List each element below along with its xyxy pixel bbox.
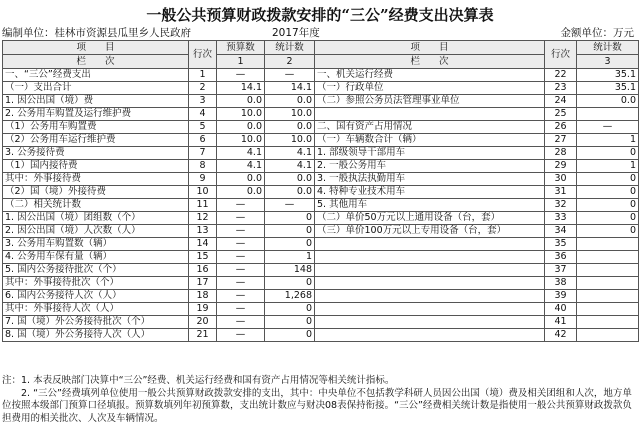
right-stat-value bbox=[577, 316, 639, 329]
table-row bbox=[3, 134, 639, 147]
table-row bbox=[3, 160, 639, 173]
left-budget-value: 0.0 bbox=[217, 173, 265, 186]
left-budget-value: 14.1 bbox=[217, 82, 265, 95]
table-row bbox=[3, 238, 639, 251]
right-stat-value: 0 bbox=[577, 199, 639, 212]
right-stat-value: 35.1 bbox=[577, 69, 639, 82]
left-stat-value: 14.1 bbox=[265, 82, 315, 95]
left-stat-value: 0 bbox=[265, 277, 315, 290]
right-row-number: 25 bbox=[545, 108, 577, 121]
left-stat-value: 0 bbox=[265, 238, 315, 251]
note-1: 注：1. 本表反映部门决算中“三公”经费、机关运行经费和国有资产占用情况等相关统计指标。 bbox=[2, 375, 395, 386]
table-row bbox=[3, 199, 639, 212]
right-item-name: 3. 一般执法执勤用车 bbox=[315, 173, 545, 186]
right-row-number: 42 bbox=[545, 329, 577, 342]
right-item-name bbox=[315, 108, 545, 121]
right-item-name bbox=[315, 329, 545, 342]
left-row-number: 15 bbox=[189, 251, 217, 264]
left-row-number: 3 bbox=[189, 95, 217, 108]
col-number-budget: 1 bbox=[217, 55, 265, 69]
left-row-number: 4 bbox=[189, 108, 217, 121]
right-row-number: 28 bbox=[545, 147, 577, 160]
left-row-number: 14 bbox=[189, 238, 217, 251]
left-stat-value: — bbox=[265, 199, 315, 212]
header-seq-left: 行次 bbox=[189, 41, 217, 69]
left-stat-value: 0.0 bbox=[265, 173, 315, 186]
left-row-number: 19 bbox=[189, 303, 217, 316]
right-item-name bbox=[315, 316, 545, 329]
right-row-number: 24 bbox=[545, 95, 577, 108]
left-budget-value: — bbox=[217, 212, 265, 225]
right-stat-value bbox=[577, 238, 639, 251]
left-stat-value: 10.0 bbox=[265, 134, 315, 147]
left-item-name: 7. 国（境）外公务接待批次（个） bbox=[3, 316, 189, 329]
right-item-name: （一）行政单位 bbox=[315, 82, 545, 95]
right-row-number: 41 bbox=[545, 316, 577, 329]
left-budget-value: — bbox=[217, 290, 265, 303]
left-item-name: 其中：外事接待批次（个） bbox=[3, 277, 189, 290]
left-item-name: 4. 公务用车保有量（辆） bbox=[3, 251, 189, 264]
left-stat-value: 4.1 bbox=[265, 160, 315, 173]
left-item-name: （二）相关统计数 bbox=[3, 199, 189, 212]
left-row-number: 11 bbox=[189, 199, 217, 212]
left-stat-value: 0 bbox=[265, 225, 315, 238]
right-row-number: 30 bbox=[545, 173, 577, 186]
right-item-name: （三）单价100万元以上专用设备（台，套） bbox=[315, 225, 545, 238]
col-label-left: 栏 次 bbox=[3, 55, 189, 69]
left-budget-value: 4.1 bbox=[217, 147, 265, 160]
right-stat-value bbox=[577, 290, 639, 303]
left-budget-value: — bbox=[217, 238, 265, 251]
header-item-left: 项 目 bbox=[3, 41, 189, 55]
left-item-name: 2. 公务用车购置及运行维护费 bbox=[3, 108, 189, 121]
left-row-number: 16 bbox=[189, 264, 217, 277]
right-stat-value: — bbox=[577, 121, 639, 134]
left-budget-value: — bbox=[217, 316, 265, 329]
left-budget-value: — bbox=[217, 251, 265, 264]
left-stat-value: 0 bbox=[265, 212, 315, 225]
left-item-name: 5. 国内公务接待批次（个） bbox=[3, 264, 189, 277]
notes bbox=[2, 375, 636, 425]
left-item-name: 其中：外事接待人次（人） bbox=[3, 303, 189, 316]
left-row-number: 17 bbox=[189, 277, 217, 290]
left-budget-value: — bbox=[217, 69, 265, 82]
left-item-name: （2）国（境）外接待费 bbox=[3, 186, 189, 199]
table-row bbox=[3, 95, 639, 108]
right-stat-value bbox=[577, 303, 639, 316]
left-stat-value: — bbox=[265, 69, 315, 82]
right-item-name: 1. 部级领导干部用车 bbox=[315, 147, 545, 160]
table-row bbox=[3, 277, 639, 290]
table-row bbox=[3, 82, 639, 95]
left-budget-value: — bbox=[217, 277, 265, 290]
left-item-name: （1）国内接待费 bbox=[3, 160, 189, 173]
table-row bbox=[3, 225, 639, 238]
left-budget-value: — bbox=[217, 329, 265, 342]
right-item-name bbox=[315, 264, 545, 277]
right-row-number: 34 bbox=[545, 225, 577, 238]
left-stat-value: 10.0 bbox=[265, 108, 315, 121]
right-item-name: 4. 特种专业技术用车 bbox=[315, 186, 545, 199]
header-stat-left: 统计数 bbox=[265, 41, 315, 55]
left-stat-value: 0 bbox=[265, 316, 315, 329]
left-row-number: 18 bbox=[189, 290, 217, 303]
col-label-right: 栏 次 bbox=[315, 55, 545, 69]
right-stat-value: 0 bbox=[577, 212, 639, 225]
left-row-number: 10 bbox=[189, 186, 217, 199]
right-row-number: 29 bbox=[545, 160, 577, 173]
table-row bbox=[3, 251, 639, 264]
left-stat-value: 1,268 bbox=[265, 290, 315, 303]
right-row-number: 27 bbox=[545, 134, 577, 147]
left-budget-value: — bbox=[217, 199, 265, 212]
left-item-name: 6. 国内公务接待人次（人） bbox=[3, 290, 189, 303]
left-budget-value: 10.0 bbox=[217, 134, 265, 147]
left-stat-value: 0.0 bbox=[265, 121, 315, 134]
right-item-name: 5. 其他用车 bbox=[315, 199, 545, 212]
left-budget-value: 0.0 bbox=[217, 186, 265, 199]
left-row-number: 6 bbox=[189, 134, 217, 147]
left-stat-value: 0.0 bbox=[265, 186, 315, 199]
right-row-number: 22 bbox=[545, 69, 577, 82]
right-stat-value: 0 bbox=[577, 225, 639, 238]
right-stat-value bbox=[577, 108, 639, 121]
left-stat-value: 0.0 bbox=[265, 95, 315, 108]
left-row-number: 2 bbox=[189, 82, 217, 95]
right-row-number: 39 bbox=[545, 290, 577, 303]
right-stat-value bbox=[577, 264, 639, 277]
right-row-number: 33 bbox=[545, 212, 577, 225]
right-row-number: 31 bbox=[545, 186, 577, 199]
table-row bbox=[3, 69, 639, 82]
left-row-number: 8 bbox=[189, 160, 217, 173]
header-row bbox=[3, 41, 639, 55]
right-item-name: 一、机关运行经费 bbox=[315, 69, 545, 82]
left-stat-value: 0 bbox=[265, 329, 315, 342]
table-row bbox=[3, 186, 639, 199]
report-title: 一般公共预算财政拨款安排的“三公”经费支出决算表 bbox=[146, 6, 494, 24]
right-item-name bbox=[315, 238, 545, 251]
col-number-stat-left: 2 bbox=[265, 55, 315, 69]
amount-unit: 金额单位：万元 bbox=[560, 27, 634, 39]
left-stat-value: 148 bbox=[265, 264, 315, 277]
right-row-number: 36 bbox=[545, 251, 577, 264]
right-stat-value bbox=[577, 329, 639, 342]
header-stat-right: 统计数 bbox=[577, 41, 639, 55]
left-budget-value: 10.0 bbox=[217, 108, 265, 121]
right-item-name bbox=[315, 277, 545, 290]
table-row bbox=[3, 329, 639, 342]
left-row-number: 5 bbox=[189, 121, 217, 134]
left-stat-value: 1 bbox=[265, 251, 315, 264]
right-stat-value: 1 bbox=[577, 134, 639, 147]
right-stat-value: 0 bbox=[577, 147, 639, 160]
left-row-number: 7 bbox=[189, 147, 217, 160]
right-row-number: 26 bbox=[545, 121, 577, 134]
right-row-number: 40 bbox=[545, 303, 577, 316]
right-item-name: （一）车辆数合计（辆） bbox=[315, 134, 545, 147]
left-item-name: （一）支出合计 bbox=[3, 82, 189, 95]
header-col-number-row bbox=[3, 55, 639, 69]
left-budget-value: — bbox=[217, 225, 265, 238]
right-row-number: 35 bbox=[545, 238, 577, 251]
right-stat-value: 0 bbox=[577, 173, 639, 186]
left-row-number: 20 bbox=[189, 316, 217, 329]
note-2: 2. “三公”经费填列单位使用一般公共预算财政拨款安排的支出，其中：中央单位不包括教学科研人员因公出国（境）费及相关团组和人次，地方单位按照本级部门预算口径填报。预算数填列年初预算数，支出统计数应与财决08表保持衔接。“三公”经费相关统计数是指使用一般公共预算财政拨款负担费用的相关批次、人次及车辆情况。 bbox=[2, 387, 632, 424]
left-item-name: 3. 公务用车购置数（辆） bbox=[3, 238, 189, 251]
header-item-right: 项 目 bbox=[315, 41, 545, 55]
table-row bbox=[3, 212, 639, 225]
table-row bbox=[3, 303, 639, 316]
left-row-number: 9 bbox=[189, 173, 217, 186]
right-item-name: 2. 一般公务用车 bbox=[315, 160, 545, 173]
left-row-number: 21 bbox=[189, 329, 217, 342]
table-row bbox=[3, 316, 639, 329]
left-item-name: 1. 因公出国（境）团组数（个） bbox=[3, 212, 189, 225]
left-item-name: 其中：外事接待费 bbox=[3, 173, 189, 186]
left-item-name: 3. 公务接待费 bbox=[3, 147, 189, 160]
left-row-number: 12 bbox=[189, 212, 217, 225]
header-seq-right: 行次 bbox=[545, 41, 577, 69]
left-row-number: 13 bbox=[189, 225, 217, 238]
left-item-name: （2）公务用车运行维护费 bbox=[3, 134, 189, 147]
right-stat-value bbox=[577, 277, 639, 290]
right-row-number: 23 bbox=[545, 82, 577, 95]
expense-table bbox=[2, 40, 639, 342]
table-row bbox=[3, 108, 639, 121]
left-item-name: 1. 因公出国（境）费 bbox=[3, 95, 189, 108]
left-stat-value: 0 bbox=[265, 303, 315, 316]
right-stat-value bbox=[577, 251, 639, 264]
table-row bbox=[3, 121, 639, 134]
right-row-number: 38 bbox=[545, 277, 577, 290]
report-year: 2017年度 bbox=[272, 27, 320, 39]
col-number-stat-right: 3 bbox=[577, 55, 639, 69]
right-item-name bbox=[315, 290, 545, 303]
right-row-number: 37 bbox=[545, 264, 577, 277]
right-stat-value: 0 bbox=[577, 186, 639, 199]
right-row-number: 32 bbox=[545, 199, 577, 212]
right-stat-value: 0.0 bbox=[577, 95, 639, 108]
header-budget: 预算数 bbox=[217, 41, 265, 55]
left-budget-value: — bbox=[217, 264, 265, 277]
table-row bbox=[3, 264, 639, 277]
left-budget-value: 0.0 bbox=[217, 95, 265, 108]
table-row bbox=[3, 290, 639, 303]
left-item-name: 8. 国（境）外公务接待人次（人） bbox=[3, 329, 189, 342]
left-item-name: 一、“三公”经费支出 bbox=[3, 69, 189, 82]
right-item-name: （二）参照公务员法管理事业单位 bbox=[315, 95, 545, 108]
right-item-name bbox=[315, 251, 545, 264]
left-budget-value: 4.1 bbox=[217, 160, 265, 173]
right-stat-value: 35.1 bbox=[577, 82, 639, 95]
left-item-name: 2. 因公出国（境）人次数（人） bbox=[3, 225, 189, 238]
right-item-name bbox=[315, 303, 545, 316]
compiling-unit: 编制单位：桂林市资源县瓜里乡人民政府 bbox=[2, 27, 191, 39]
table-row bbox=[3, 173, 639, 186]
left-stat-value: 4.1 bbox=[265, 147, 315, 160]
left-budget-value: — bbox=[217, 303, 265, 316]
right-stat-value: 1 bbox=[577, 160, 639, 173]
table-row bbox=[3, 147, 639, 160]
right-item-name: （二）单价50万元以上通用设备（台，套） bbox=[315, 212, 545, 225]
left-budget-value: 0.0 bbox=[217, 121, 265, 134]
left-item-name: （1）公务用车购置费 bbox=[3, 121, 189, 134]
right-item-name: 二、国有资产占用情况 bbox=[315, 121, 545, 134]
left-row-number: 1 bbox=[189, 69, 217, 82]
